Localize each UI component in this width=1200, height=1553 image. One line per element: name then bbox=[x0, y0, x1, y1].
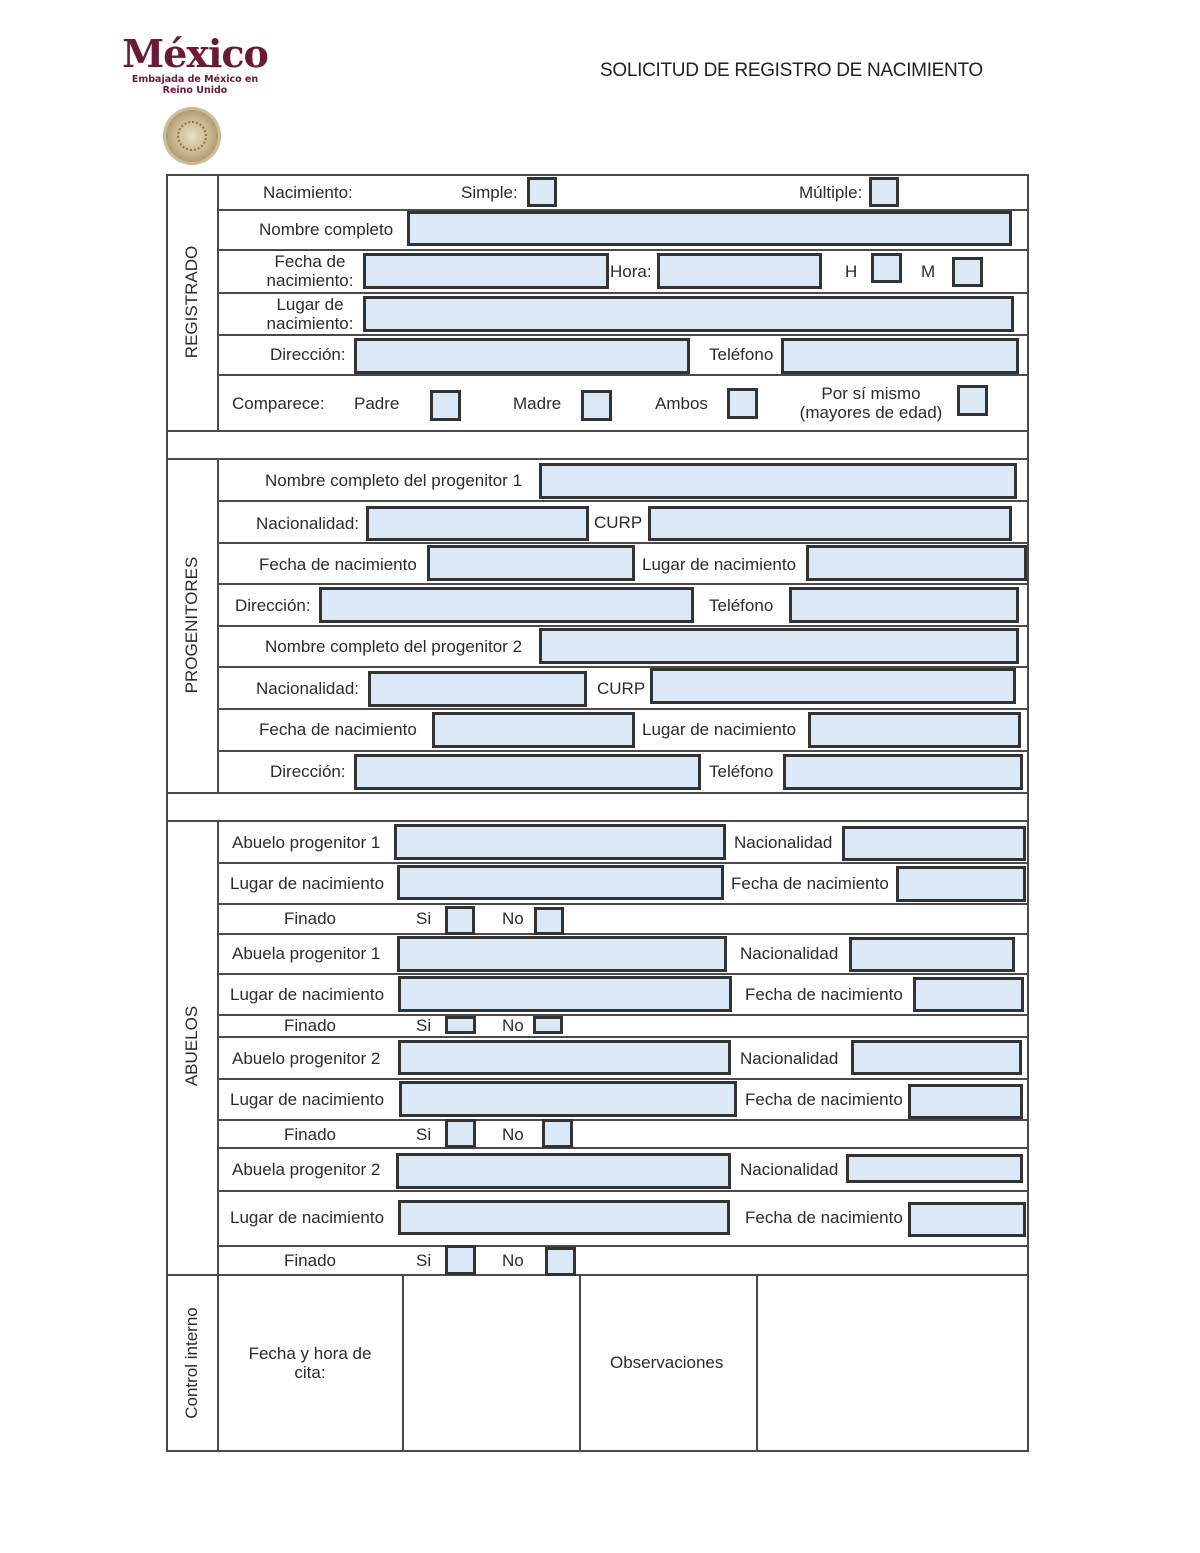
curp-p1-label: CURP bbox=[594, 513, 643, 532]
abuelo-p2-finado-si-checkbox[interactable] bbox=[445, 1119, 476, 1148]
telefono-p1-label: Teléfono bbox=[709, 596, 774, 615]
abuelo-p2-si-label: Si bbox=[416, 1125, 432, 1144]
section-label-progenitores: PROGENITORES bbox=[182, 556, 201, 694]
lugar-nacimiento-p1-label: Lugar de nacimiento bbox=[642, 555, 797, 574]
progenitor2-nombre-field[interactable] bbox=[539, 628, 1019, 664]
progenitor1-nombre-field[interactable] bbox=[539, 463, 1017, 499]
abuela-p1-no-label: No bbox=[502, 1016, 524, 1035]
registrado-fecha-field[interactable] bbox=[363, 253, 609, 289]
abuela-p1-finado-si-checkbox[interactable] bbox=[445, 1016, 476, 1034]
abuela-p1-lugar-field[interactable] bbox=[398, 976, 732, 1012]
abuela-p1-si-label: Si bbox=[416, 1016, 432, 1035]
direccion-label: Dirección: bbox=[270, 345, 346, 364]
padre-label: Padre bbox=[354, 394, 400, 413]
abuela-p2-lugar-label: Lugar de nacimiento bbox=[230, 1208, 385, 1227]
registrado-hora-field[interactable] bbox=[657, 253, 822, 289]
observaciones-label: Observaciones bbox=[610, 1353, 724, 1372]
abuelo-p1-nombre-field[interactable] bbox=[394, 824, 726, 860]
por-si-mismo-checkbox[interactable] bbox=[957, 385, 988, 416]
madre-checkbox[interactable] bbox=[581, 390, 612, 421]
national-seal-icon bbox=[163, 107, 221, 165]
progenitor1-telefono-field[interactable] bbox=[789, 587, 1019, 623]
mexico-embassy-logo bbox=[120, 31, 270, 96]
abuelo-p1-nacionalidad-field[interactable] bbox=[842, 826, 1026, 861]
direccion-p1-label: Dirección: bbox=[235, 596, 311, 615]
abuelo-p1-lugar-label: Lugar de nacimiento bbox=[230, 874, 385, 893]
abuela-p1-nombre-field[interactable] bbox=[397, 936, 727, 972]
ambos-label: Ambos bbox=[655, 394, 708, 413]
abuelo-p2-nombre-field[interactable] bbox=[398, 1040, 731, 1075]
abuela-p2-si-label: Si bbox=[416, 1251, 432, 1270]
progenitor2-nacionalidad-field[interactable] bbox=[368, 671, 587, 707]
fecha-nacimiento-label: Fecha de nacimiento: bbox=[266, 252, 354, 290]
abuelo-p2-fecha-field[interactable] bbox=[908, 1084, 1023, 1119]
multiple-checkbox[interactable] bbox=[869, 177, 899, 207]
abuelo-p1-fecha-field[interactable] bbox=[896, 866, 1026, 902]
abuelo-p1-nacionalidad-label: Nacionalidad bbox=[734, 833, 833, 852]
telefono-p2-label: Teléfono bbox=[709, 762, 774, 781]
nombre-completo-label: Nombre completo bbox=[259, 220, 394, 239]
curp-p2-label: CURP bbox=[597, 679, 646, 698]
abuela-p2-finado-si-checkbox[interactable] bbox=[445, 1245, 476, 1275]
progenitor1-curp-field[interactable] bbox=[648, 506, 1012, 541]
abuela-p1-lugar-label: Lugar de nacimiento bbox=[230, 985, 385, 1004]
lugar-nacimiento-label: Lugar de nacimiento: bbox=[266, 295, 354, 333]
direccion-p2-label: Dirección: bbox=[270, 762, 346, 781]
simple-checkbox[interactable] bbox=[527, 177, 557, 207]
fecha-nacimiento-p2-label: Fecha de nacimiento bbox=[259, 720, 417, 739]
logo-wordmark: México bbox=[122, 31, 268, 76]
abuela-p2-lugar-field[interactable] bbox=[398, 1200, 730, 1235]
abuelo-p2-label: Abuelo progenitor 2 bbox=[232, 1049, 381, 1068]
telefono-label: Teléfono bbox=[709, 345, 774, 364]
progenitor1-nacionalidad-field[interactable] bbox=[366, 506, 589, 541]
progenitor2-direccion-field[interactable] bbox=[354, 754, 701, 790]
abuelo-p2-finado-label: Finado bbox=[284, 1125, 336, 1144]
logo-subtitle-line2: Reino Unido bbox=[162, 85, 228, 96]
abuelo-p2-finado-no-checkbox[interactable] bbox=[542, 1119, 573, 1148]
nacionalidad-p1-label: Nacionalidad: bbox=[256, 514, 360, 533]
abuela-p1-fecha-label: Fecha de nacimiento bbox=[745, 985, 903, 1004]
observaciones-cell[interactable] bbox=[758, 1276, 1027, 1450]
abuelo-p2-no-label: No bbox=[502, 1125, 524, 1144]
abuela-p1-label: Abuela progenitor 1 bbox=[232, 944, 381, 963]
abuelo-p1-finado-si-checkbox[interactable] bbox=[445, 906, 475, 935]
abuela-p2-nacionalidad-label: Nacionalidad bbox=[740, 1160, 839, 1179]
sexo-m-label: M bbox=[921, 262, 936, 281]
fecha-hora-cita-label: Fecha y hora de cita: bbox=[248, 1344, 372, 1382]
abuelo-p2-lugar-label: Lugar de nacimiento bbox=[230, 1090, 385, 1109]
abuela-p2-finado-label: Finado bbox=[284, 1251, 336, 1270]
registrado-lugar-field[interactable] bbox=[363, 296, 1014, 332]
abuela-p2-fecha-field[interactable] bbox=[908, 1202, 1026, 1237]
abuelo-p1-lugar-field[interactable] bbox=[397, 865, 724, 900]
progenitor1-lugar-field[interactable] bbox=[806, 545, 1027, 581]
nombre-progenitor1-label: Nombre completo del progenitor 1 bbox=[265, 471, 523, 490]
section-label-control-interno: Control interno bbox=[182, 1307, 201, 1419]
ambos-checkbox[interactable] bbox=[727, 388, 758, 419]
abuelo-p2-lugar-field[interactable] bbox=[399, 1081, 737, 1117]
document-title: SOLICITUD DE REGISTRO DE NACIMIENTO bbox=[600, 60, 983, 81]
abuelo-p2-nacionalidad-field[interactable] bbox=[851, 1040, 1022, 1075]
abuela-p1-finado-no-checkbox[interactable] bbox=[533, 1016, 563, 1034]
abuela-p2-label: Abuela progenitor 2 bbox=[232, 1160, 381, 1179]
abuelo-p1-finado-no-checkbox[interactable] bbox=[534, 907, 564, 935]
nacimiento-label: Nacimiento: bbox=[263, 183, 353, 202]
abuela-p2-finado-no-checkbox[interactable] bbox=[545, 1247, 576, 1276]
multiple-label: Múltiple: bbox=[799, 183, 863, 202]
progenitor2-curp-field[interactable] bbox=[650, 668, 1016, 704]
fecha-nacimiento-p1-label: Fecha de nacimiento bbox=[259, 555, 417, 574]
progenitor2-lugar-field[interactable] bbox=[808, 712, 1021, 748]
registrado-direccion-field[interactable] bbox=[354, 338, 690, 374]
section-label-abuelos: ABUELOS bbox=[182, 1005, 201, 1087]
abuela-p1-nacionalidad-label: Nacionalidad bbox=[740, 944, 839, 963]
abuelo-p2-fecha-label: Fecha de nacimiento bbox=[745, 1090, 903, 1109]
abuelo-p1-fecha-label: Fecha de nacimiento bbox=[731, 874, 889, 893]
progenitor1-fecha-field[interactable] bbox=[427, 545, 635, 581]
sexo-h-label: H bbox=[845, 262, 858, 281]
nacionalidad-p2-label: Nacionalidad: bbox=[256, 679, 360, 698]
abuela-p1-fecha-field[interactable] bbox=[913, 977, 1024, 1012]
abuelo-p1-finado-label: Finado bbox=[284, 909, 336, 928]
madre-label: Madre bbox=[513, 394, 562, 413]
sexo-h-checkbox[interactable] bbox=[871, 253, 902, 283]
por-si-mismo-label: Por sí mismo (mayores de edad) bbox=[799, 384, 943, 422]
progenitor1-direccion-field[interactable] bbox=[319, 587, 694, 623]
simple-label: Simple: bbox=[461, 183, 518, 202]
abuelo-p1-si-label: Si bbox=[416, 909, 432, 928]
sexo-m-checkbox[interactable] bbox=[952, 257, 983, 287]
progenitor2-fecha-field[interactable] bbox=[432, 712, 635, 748]
registrado-nombre-field[interactable] bbox=[407, 211, 1012, 246]
nombre-progenitor2-label: Nombre completo del progenitor 2 bbox=[265, 637, 523, 656]
abuelo-p2-nacionalidad-label: Nacionalidad bbox=[740, 1049, 839, 1068]
abuela-p1-finado-label: Finado bbox=[284, 1016, 336, 1035]
fecha-hora-cita-cell[interactable] bbox=[404, 1276, 578, 1450]
lugar-nacimiento-p2-label: Lugar de nacimiento bbox=[642, 720, 797, 739]
registrado-telefono-field[interactable] bbox=[781, 338, 1019, 374]
padre-checkbox[interactable] bbox=[430, 390, 461, 421]
logo-subtitle-line1: Embajada de México en bbox=[131, 74, 259, 85]
abuela-p2-nacionalidad-field[interactable] bbox=[846, 1154, 1023, 1183]
abuelo-p1-label: Abuelo progenitor 1 bbox=[232, 833, 381, 852]
abuelo-p1-no-label: No bbox=[502, 909, 524, 928]
abuela-p2-fecha-label: Fecha de nacimiento bbox=[745, 1208, 903, 1227]
abuela-p2-nombre-field[interactable] bbox=[396, 1153, 731, 1189]
section-label-registrado: REGISTRADO bbox=[182, 245, 201, 359]
comparece-label: Comparece: bbox=[232, 394, 325, 413]
hora-label: Hora: bbox=[610, 262, 652, 281]
progenitor2-telefono-field[interactable] bbox=[783, 754, 1023, 790]
abuela-p1-nacionalidad-field[interactable] bbox=[849, 937, 1015, 972]
abuela-p2-no-label: No bbox=[502, 1251, 524, 1270]
